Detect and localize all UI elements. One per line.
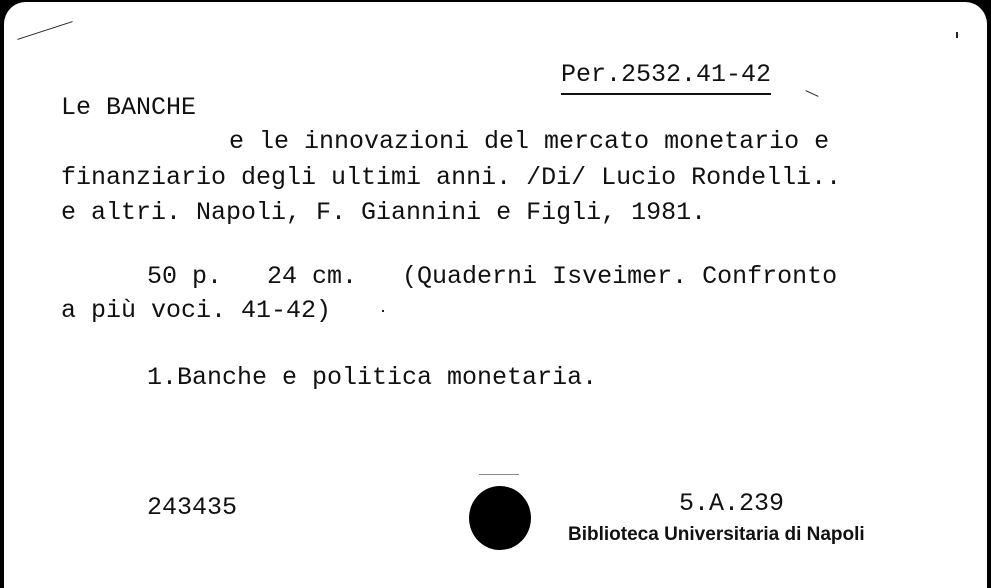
scan-mark xyxy=(382,310,384,312)
location-code: 5.A.239 xyxy=(679,489,785,518)
title-line-3: e altri. Napoli, F. Giannini e Figli, 1981. xyxy=(61,198,707,227)
title-line-1: e le innovazioni del mercato monetario e xyxy=(229,127,830,156)
scan-mark xyxy=(479,474,519,475)
catalog-card xyxy=(4,2,987,588)
subject-heading: 1.Banche e politica monetaria. xyxy=(147,363,598,392)
shelfmark: Per.2532.41-42 xyxy=(561,62,771,95)
title-line-2: finanziario degli ultimi anni. /Di/ Lucio Rondelli.. xyxy=(61,163,842,192)
scan-mark xyxy=(956,32,958,38)
collation-line-2: a più voci. 41-42) xyxy=(61,296,332,325)
scan-mark xyxy=(805,90,818,97)
library-stamp: Biblioteca Universitaria di Napoli xyxy=(568,524,865,545)
scan-mark xyxy=(17,21,72,40)
inventory-number: 243435 xyxy=(147,493,238,522)
punch-hole xyxy=(469,486,531,550)
heading-entry: Le BANCHE xyxy=(61,93,197,122)
collation-line-1: 50 p. 24 cm. (Quaderni Isveimer. Confronto xyxy=(147,262,838,291)
